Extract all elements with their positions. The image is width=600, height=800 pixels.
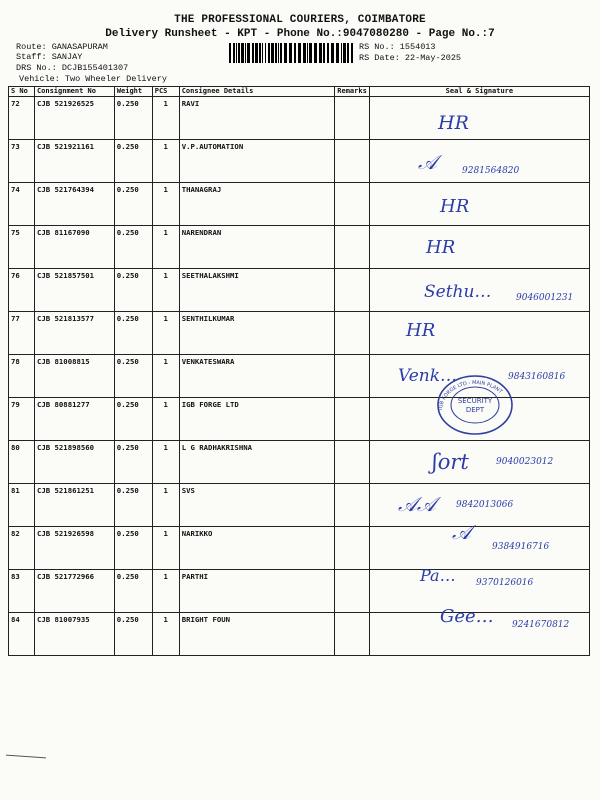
- consignee-cell: V.P.AUTOMATION: [179, 140, 335, 183]
- pcs-cell: 1: [152, 570, 179, 613]
- signature-phone-81: 9040023012: [496, 457, 554, 467]
- sno-cell: 74: [9, 183, 35, 226]
- remarks-cell: [335, 527, 370, 570]
- weight-cell: 0.250: [114, 140, 152, 183]
- consignee-cell: NARENDRAN: [179, 226, 335, 269]
- col-signature: Seal & Signature: [369, 87, 589, 97]
- rs-number: RS No.: 1554013: [359, 42, 436, 52]
- col-remarks: Remarks: [335, 87, 370, 97]
- signature-phone-83: 9384916716: [492, 542, 550, 552]
- remarks-cell: [335, 226, 370, 269]
- stamp-ring-text: IGB FORGE LTD - MAIN PLANT: [437, 379, 504, 411]
- weight-cell: 0.250: [114, 97, 152, 140]
- table-row: [9, 97, 590, 140]
- sno-cell: 72: [9, 97, 35, 140]
- weight-cell: 0.250: [114, 269, 152, 312]
- remarks-cell: [335, 355, 370, 398]
- consignee-cell: IGB FORGE LTD: [179, 398, 335, 441]
- weight-cell: 0.250: [114, 355, 152, 398]
- table-row: [9, 140, 590, 183]
- vehicle-label: Vehicle: Two Wheeler Delivery: [19, 74, 167, 84]
- signature-hr-74: HR: [440, 196, 470, 217]
- consignee-cell: RAVI: [179, 97, 335, 140]
- stamp-text-2: DEPT: [465, 406, 485, 414]
- consignee-cell: NARIKKO: [179, 527, 335, 570]
- pcs-cell: 1: [152, 441, 179, 484]
- rs-date: RS Date: 22-May-2025: [359, 53, 462, 63]
- remarks-cell: [335, 97, 370, 140]
- sno-cell: 84: [9, 613, 35, 656]
- weight-cell: 0.250: [114, 527, 152, 570]
- weight-cell: 0.250: [114, 183, 152, 226]
- consignment-cell: CJB 521921161: [34, 140, 114, 183]
- consignee-cell: THANAGRAJ: [179, 183, 335, 226]
- signature-phone-82: 9842013066: [456, 500, 514, 510]
- signature-hr-75: HR: [426, 237, 456, 258]
- remarks-cell: [335, 441, 370, 484]
- weight-cell: 0.250: [114, 398, 152, 441]
- sno-cell: 82: [9, 527, 35, 570]
- pcs-cell: 1: [152, 97, 179, 140]
- signature-phone-84a: 9370126016: [476, 578, 534, 588]
- sno-cell: 76: [9, 269, 35, 312]
- signature-phone-84: 9241670812: [512, 620, 570, 630]
- signature-mark-78: Venk…: [398, 366, 458, 386]
- pcs-cell: 1: [152, 527, 179, 570]
- weight-cell: 0.250: [114, 312, 152, 355]
- consignment-cell: CJB 81167090: [34, 226, 114, 269]
- barcode-image: [229, 43, 354, 63]
- remarks-cell: [335, 570, 370, 613]
- signature-mark-83: 𝒜: [452, 520, 471, 544]
- scan-artifact: [6, 755, 46, 759]
- consignment-cell: CJB 521772966: [34, 570, 114, 613]
- weight-cell: 0.250: [114, 226, 152, 269]
- consignee-cell: L G RADHAKRISHNA: [179, 441, 335, 484]
- weight-cell: 0.250: [114, 613, 152, 656]
- sno-cell: 80: [9, 441, 35, 484]
- col-consignee: Consignee Details: [179, 87, 335, 97]
- consignment-cell: CJB 81007935: [34, 613, 114, 656]
- remarks-cell: [335, 613, 370, 656]
- pcs-cell: 1: [152, 312, 179, 355]
- runsheet-subtitle: Delivery Runsheet - KPT - Phone No.:9047080280 - Page No.:7: [105, 28, 495, 40]
- signature-mark-73: 𝒜: [418, 150, 437, 174]
- drs-label: DRS No.: DCJB155401307: [16, 63, 129, 73]
- consignment-cell: CJB 521857501: [34, 269, 114, 312]
- table-row: [9, 312, 590, 355]
- signature-mark-76: Sethu…: [424, 282, 492, 302]
- col-weight: Weight: [114, 87, 152, 97]
- signature-hr-77: HR: [406, 320, 436, 341]
- table-header-row: [9, 87, 590, 97]
- remarks-cell: [335, 484, 370, 527]
- pcs-cell: 1: [152, 226, 179, 269]
- consignment-cell: CJB 521861251: [34, 484, 114, 527]
- pcs-cell: 1: [152, 613, 179, 656]
- sno-cell: 79: [9, 398, 35, 441]
- stamp-text-1: SECURITY: [457, 397, 493, 405]
- consignment-cell: CJB 521898560: [34, 441, 114, 484]
- remarks-cell: [335, 183, 370, 226]
- remarks-cell: [335, 398, 370, 441]
- signature-cell: [369, 441, 589, 484]
- consignment-cell: CJB 521926598: [34, 527, 114, 570]
- table-row: [9, 183, 590, 226]
- table-row: [9, 269, 590, 312]
- signature-hr-72: HR: [438, 112, 469, 134]
- consignee-cell: SVS: [179, 484, 335, 527]
- signature-phone-73: 9281564820: [462, 166, 520, 176]
- signature-mark-82: 𝒜𝒜: [398, 492, 436, 516]
- signature-mark-81: ʃort: [432, 450, 469, 474]
- security-stamp: [436, 374, 514, 436]
- pcs-cell: 1: [152, 269, 179, 312]
- table-row: [9, 613, 590, 656]
- sno-cell: 81: [9, 484, 35, 527]
- consignment-cell: CJB 81008815: [34, 355, 114, 398]
- signature-cell: [369, 312, 589, 355]
- remarks-cell: [335, 269, 370, 312]
- signature-cell: [369, 226, 589, 269]
- sno-cell: 83: [9, 570, 35, 613]
- pcs-cell: 1: [152, 183, 179, 226]
- col-consignment: Consignment No: [34, 87, 114, 97]
- col-sno: S No: [9, 87, 35, 97]
- weight-cell: 0.250: [114, 570, 152, 613]
- consignee-cell: BRIGHT FOUN: [179, 613, 335, 656]
- col-pcs: PCS: [152, 87, 179, 97]
- remarks-cell: [335, 140, 370, 183]
- table-row: [9, 226, 590, 269]
- signature-phone-76: 9046001231: [516, 293, 574, 303]
- pcs-cell: 1: [152, 398, 179, 441]
- route-label: Route: GANASAPURAM: [16, 42, 108, 52]
- pcs-cell: 1: [152, 355, 179, 398]
- table-row: [9, 570, 590, 613]
- sno-cell: 78: [9, 355, 35, 398]
- signature-mark-84a: Pa…: [420, 566, 456, 585]
- signature-phone-78: 9843160816: [508, 372, 566, 382]
- consignee-cell: SEETHALAKSHMI: [179, 269, 335, 312]
- consignment-cell: CJB 521813577: [34, 312, 114, 355]
- sno-cell: 73: [9, 140, 35, 183]
- signature-cell: [369, 527, 589, 570]
- staff-label: Staff: SANJAY: [16, 52, 83, 62]
- sno-cell: 77: [9, 312, 35, 355]
- weight-cell: 0.250: [114, 441, 152, 484]
- pcs-cell: 1: [152, 140, 179, 183]
- consignee-cell: SENTHILKUMAR: [179, 312, 335, 355]
- consignment-cell: CJB 80881277: [34, 398, 114, 441]
- signature-cell: [369, 97, 589, 140]
- consignee-cell: VENKATESWARA: [179, 355, 335, 398]
- consignee-cell: PARTHI: [179, 570, 335, 613]
- company-title: THE PROFESSIONAL COURIERS, COIMBATORE: [174, 14, 426, 26]
- signature-cell: [369, 140, 589, 183]
- pcs-cell: 1: [152, 484, 179, 527]
- consignment-cell: CJB 521926525: [34, 97, 114, 140]
- weight-cell: 0.250: [114, 484, 152, 527]
- consignment-cell: CJB 521764394: [34, 183, 114, 226]
- sno-cell: 75: [9, 226, 35, 269]
- signature-cell: [369, 183, 589, 226]
- remarks-cell: [335, 312, 370, 355]
- signature-mark-84: Gee…: [440, 606, 494, 627]
